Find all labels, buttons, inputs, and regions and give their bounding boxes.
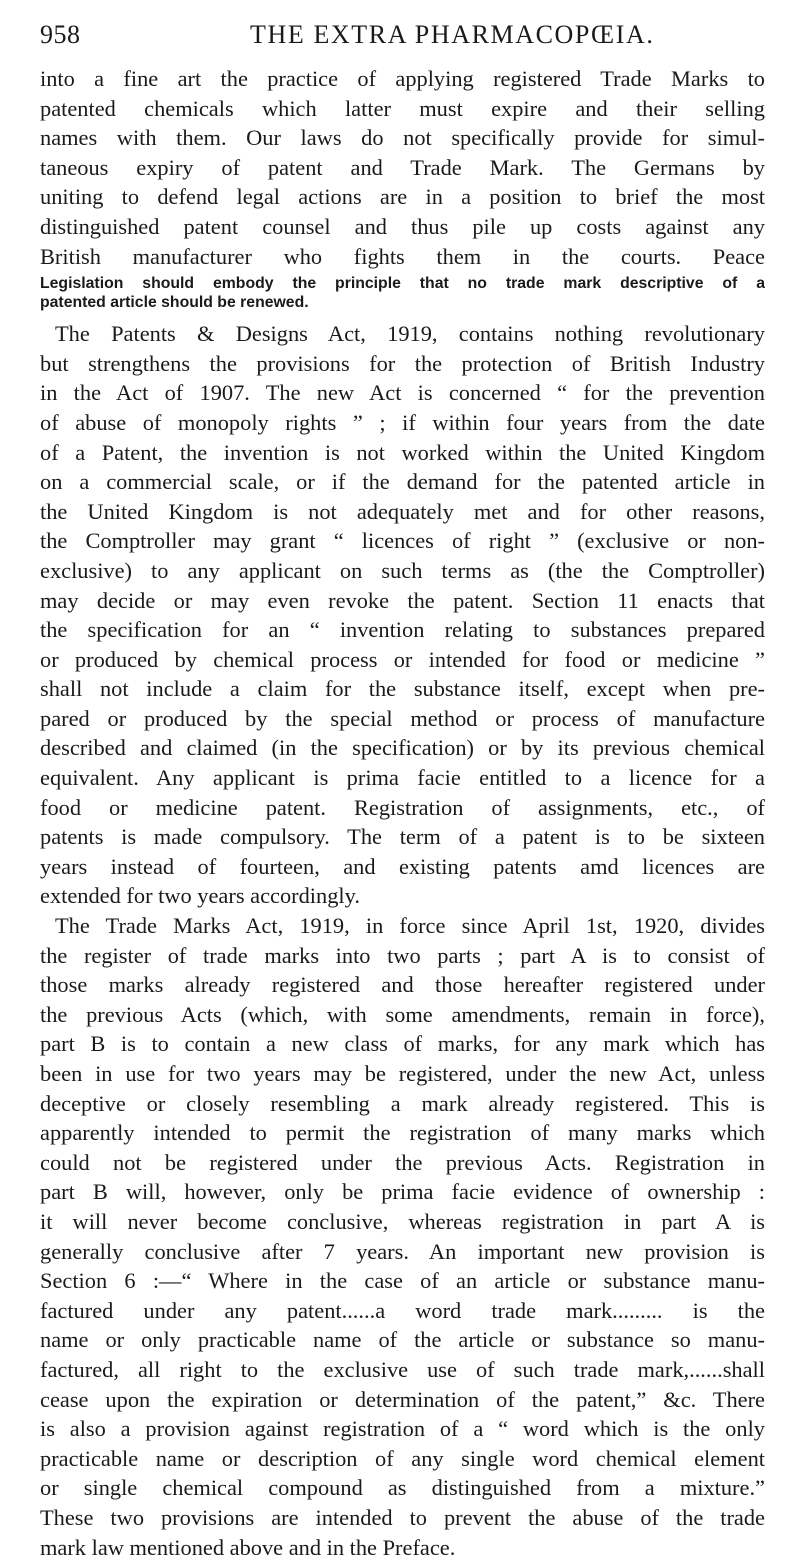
text-line: the previous Acts (which, with some amendments, remain in force), — [40, 1000, 765, 1030]
text-line: years instead of fourteen, and existing patents amd licences are — [40, 852, 765, 882]
text-line: mark law mentioned above and in the Preface. — [40, 1533, 765, 1562]
text-line: equivalent. Any applicant is prima facie entitled to a licence for a — [40, 763, 765, 793]
text-line: could not be registered under the previous Acts. Registration in — [40, 1148, 765, 1178]
text-line: the United Kingdom is not adequately met and for other reasons, — [40, 497, 765, 527]
text-line: the register of trade marks into two parts ; part A is to consist of — [40, 941, 765, 971]
text-line: on a commercial scale, or if the demand for the patented article in — [40, 467, 765, 497]
page-number: 958 — [40, 20, 81, 50]
text-line: distinguished patent counsel and thus pile up costs against any — [40, 212, 765, 242]
text-line: factured, all right to the exclusive use of such trade mark,......shall — [40, 1355, 765, 1385]
text-line: may decide or may even revoke the patent. Section 11 enacts that — [40, 586, 765, 616]
text-line: food or medicine patent. Registration of assignments, etc., of — [40, 793, 765, 823]
text-line: generally conclusive after 7 years. An important new provision is — [40, 1237, 765, 1267]
text-line: is also a provision against registration of a “ word which is the only — [40, 1414, 765, 1444]
text-line: The Trade Marks Act, 1919, in force since April 1st, 1920, divides — [40, 911, 765, 941]
text-line: the Comptroller may grant “ licences of right ” (exclusive or non- — [40, 526, 765, 556]
text-line: cease upon the expiration or determination of the patent,” &c. There — [40, 1385, 765, 1415]
text-line: uniting to defend legal actions are in a position to brief the most — [40, 182, 765, 212]
text-line: Section 6 :—“ Where in the case of an article or substance manu- — [40, 1266, 765, 1296]
text-line: These two provisions are intended to prevent the abuse of the trade — [40, 1503, 765, 1533]
text-line: of abuse of monopoly rights ” ; if within four years from the date — [40, 408, 765, 438]
text-line: extended for two years accordingly. — [40, 881, 765, 911]
text-line: patents is made compulsory. The term of a patent is to be sixteen — [40, 822, 765, 852]
page-header — [40, 20, 762, 54]
text-line: or produced by chemical process or intended for food or medicine ” — [40, 645, 765, 675]
text-line: exclusive) to any applicant on such terms as (the the Comptroller) — [40, 556, 765, 586]
text-line: of a Patent, the invention is not worked within the United Kingdom — [40, 438, 765, 468]
text-line: The Patents & Designs Act, 1919, contains nothing revolutionary — [40, 319, 765, 349]
text-line: part B will, however, only be prima facie evidence of ownership : — [40, 1177, 765, 1207]
text-line: it will never become conclusive, whereas registration in part A is — [40, 1207, 765, 1237]
text-line: part B is to contain a new class of marks, for any mark which has — [40, 1029, 765, 1059]
text-line: factured under any patent......a word trade mark......... is the — [40, 1296, 765, 1326]
text-line: described and claimed (in the specification) or by its previous chemical — [40, 733, 765, 763]
text-line: into a fine art the practice of applying registered Trade Marks to — [40, 64, 765, 94]
text-line: pared or produced by the special method or process of manufacture — [40, 704, 765, 734]
text-line: patented chemicals which latter must expire and their selling — [40, 94, 765, 124]
running-title: THE EXTRA PHARMACOPŒIA. — [250, 20, 654, 50]
text-line: but strengthens the provisions for the protection of British Industry — [40, 349, 765, 379]
text-line: name or only practicable name of the article or substance so manu- — [40, 1325, 765, 1355]
text-line: deceptive or closely resembling a mark already registered. This is — [40, 1089, 765, 1119]
text-line: or single chemical compound as distinguished from a mixture.” — [40, 1473, 765, 1503]
text-line: those marks already registered and those hereafter registered under — [40, 970, 765, 1000]
text-line: shall not include a claim for the substance itself, except when pre- — [40, 674, 765, 704]
text-line: names with them. Our laws do not specifically provide for simul- — [40, 123, 765, 153]
text-line: in the Act of 1907. The new Act is concerned “ for the prevention — [40, 378, 765, 408]
text-line: been in use for two years may be registered, under the new Act, unless — [40, 1059, 765, 1089]
text-line: practicable name or description of any single word chemical element — [40, 1444, 765, 1474]
text-line: patented article should be renewed. — [40, 293, 765, 312]
text-line: apparently intended to permit the registration of many marks which — [40, 1118, 765, 1148]
body-text — [40, 64, 765, 1562]
text-line: taneous expiry of patent and Trade Mark. The Germans by — [40, 153, 765, 183]
text-line: Legislation should embody the principle that no trade mark descriptive of a — [40, 274, 765, 293]
text-line: British manufacturer who fights them in the courts. Peace — [40, 242, 765, 272]
text-line: the specification for an “ invention relating to substances prepared — [40, 615, 765, 645]
